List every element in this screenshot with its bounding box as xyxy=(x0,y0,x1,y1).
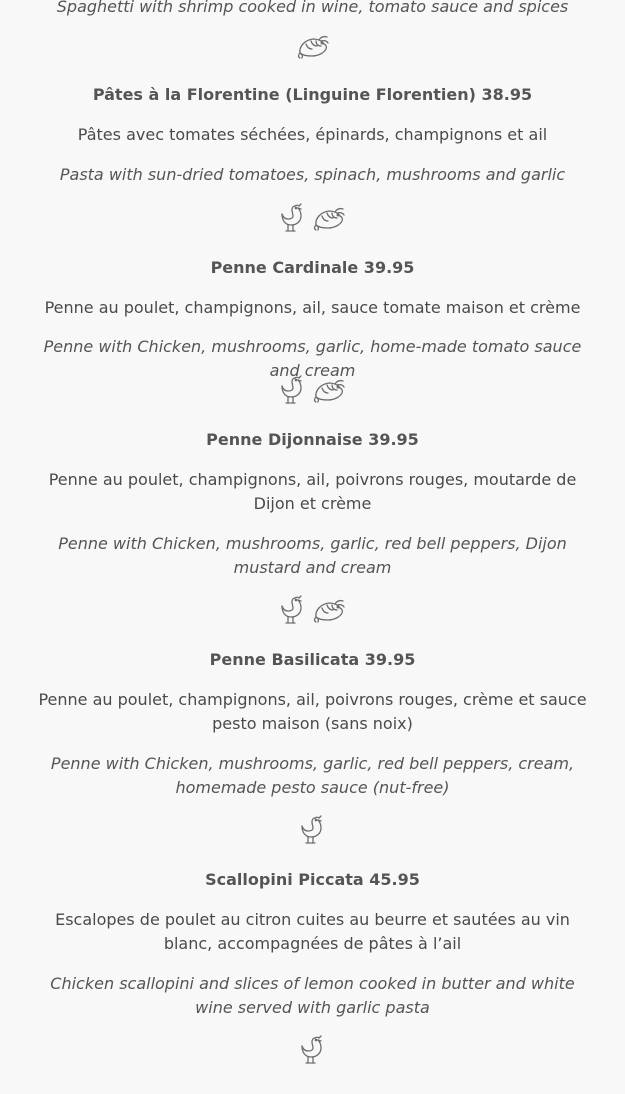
item-title: Pâtes à la Florentine (Linguine Florentien) 38.95 xyxy=(92,85,533,104)
item-title: Penne Dijonnaise 39.95 xyxy=(206,430,419,449)
item-description-en: Chicken scallopini and slices of lemon cooked in butter and white wine served with garlic pasta xyxy=(50,974,575,1017)
item-title: Penne Basilicata 39.95 xyxy=(209,650,416,669)
shrimp-icon xyxy=(311,203,347,235)
item-icons xyxy=(0,29,625,65)
chicken-icon xyxy=(279,202,307,236)
item-description-fr: Pâtes avec tomates séchées, épinards, champignons et ail xyxy=(77,125,548,144)
item-icons xyxy=(0,593,625,629)
item-description-en: Pasta with sun-dried tomatoes, spinach, mushrooms and garlic xyxy=(59,165,566,184)
item-icons xyxy=(0,201,625,237)
chicken-icon xyxy=(299,1034,327,1068)
item-description-en: Spaghetti with shrimp cooked in wine, tomato sauce and spices xyxy=(56,0,569,16)
chicken-icon xyxy=(279,374,307,408)
item-description-en: Penne with Chicken, mushrooms, garlic, red bell peppers, Dijon mustard and cream xyxy=(58,534,567,577)
shrimp-icon xyxy=(295,31,331,63)
item-description-fr: Escalopes de poulet au citron cuites au beurre et sautées au vin blanc, accompagnées de pâtes à l’ail xyxy=(55,910,570,953)
item-icons xyxy=(0,373,625,409)
item-icons xyxy=(0,813,625,849)
chicken-icon xyxy=(279,594,307,628)
item-title: Scallopini Piccata 45.95 xyxy=(205,870,420,889)
item-description-fr: Penne au poulet, champignons, ail, poivrons rouges, moutarde de Dijon et crème xyxy=(48,470,577,513)
shrimp-icon xyxy=(311,375,347,407)
item-description-en: Penne with Chicken, mushrooms, garlic, red bell peppers, cream, homemade pesto sauce (nut-free) xyxy=(50,754,575,797)
item-description-fr: Penne au poulet, champignons, ail, poivrons rouges, crème et sauce pesto maison (sans noix) xyxy=(38,690,587,733)
item-description-fr: Penne au poulet, champignons, ail, sauce tomate maison et crème xyxy=(44,298,581,317)
chicken-icon xyxy=(299,814,327,848)
item-icons xyxy=(0,1033,625,1069)
shrimp-icon xyxy=(311,595,347,627)
item-title: Penne Cardinale 39.95 xyxy=(210,258,415,277)
item-description-en: Penne with Chicken, mushrooms, garlic, home-made tomato sauce and cream xyxy=(43,337,582,380)
